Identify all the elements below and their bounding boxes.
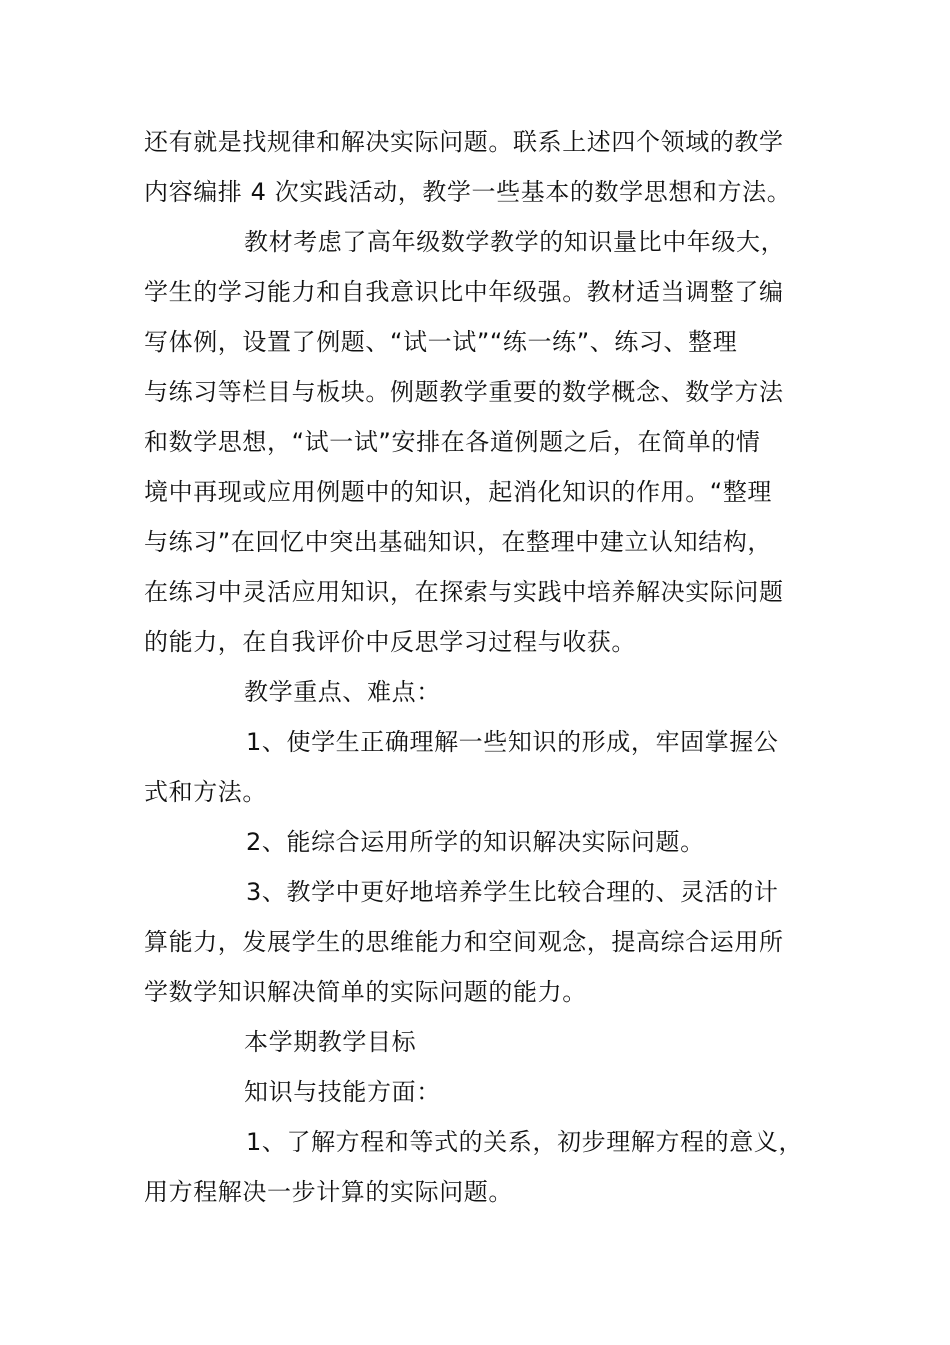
list-item-1-continued: 式和方法。 [144,778,267,806]
paragraph-textbook-start: 教材考虑了高年级数学教学的知识量比中年级大， [244,228,786,256]
list-item-1: 1、使学生正确理解一些知识的形成，牢固掌握公 [246,728,779,756]
subheading-knowledge-skills: 知识与技能方面： [244,1078,441,1106]
list-item-3: 3、教学中更好地培养学生比较合理的、灵活的计 [246,878,779,906]
text-line-5: 写体例，设置了例题、“试一试”“练一练”、练习、整理 [144,328,738,356]
section-heading-goals: 本学期教学目标 [244,1028,417,1056]
list-item-3-continued: 算能力，发展学生的思维能力和空间观念，提高综合运用所 [144,928,784,956]
text-line-6: 与练习等栏目与板块。例题教学重要的数学概念、数学方法 [144,378,784,406]
list-item-3-end: 学数学知识解决简单的实际问题的能力。 [144,978,587,1006]
text-line-7: 和数学思想，“试一试”安排在各道例题之后，在简单的情 [144,428,761,456]
text-line-2: 内容编排 4 次实践活动，教学一些基本的数学思想和方法。 [144,178,792,206]
text-line-8: 境中再现或应用例题中的知识，起消化知识的作用。“整理 [144,478,773,506]
goal-item-1: 1、了解方程和等式的关系，初步理解方程的意义， [246,1128,804,1156]
text-line-1: 还有就是找规律和解决实际问题。联系上述四个领域的教学 [144,128,784,156]
list-item-2: 2、能综合运用所学的知识解决实际问题。 [246,828,705,856]
goal-item-1-continued: 用方程解决一步计算的实际问题。 [144,1178,513,1206]
section-heading-key-points: 教学重点、难点： [244,678,441,706]
text-line-10: 在练习中灵活应用知识，在探索与实践中培养解决实际问题 [144,578,784,606]
text-line-9: 与练习”在回忆中突出基础知识，在整理中建立认知结构， [144,528,773,556]
text-line-4: 学生的学习能力和自我意识比中年级强。教材适当调整了编 [144,278,784,306]
text-line-11: 的能力，在自我评价中反思学习过程与收获。 [144,628,636,656]
